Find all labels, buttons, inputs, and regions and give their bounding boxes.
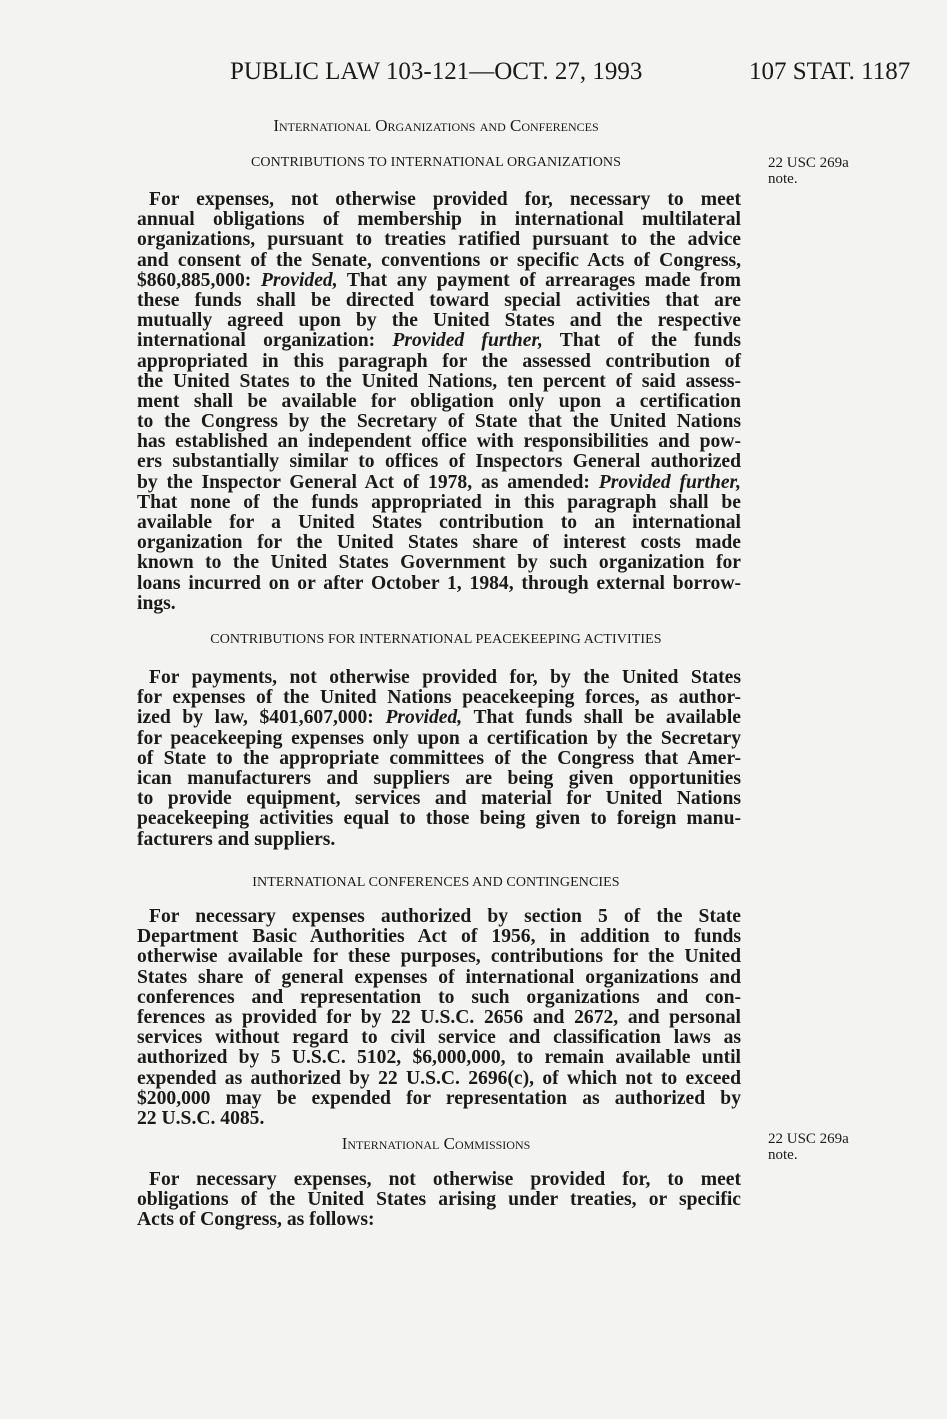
text-line xyxy=(137,352,741,372)
italic-phrase: Provided, xyxy=(260,269,338,291)
text-line xyxy=(137,907,741,927)
text-segment: services without regard to civil service and classification laws as xyxy=(137,1027,741,1049)
italic-phrase: Provided, xyxy=(385,707,463,729)
text-line xyxy=(137,533,741,553)
text-line xyxy=(137,553,741,573)
text-line xyxy=(137,1048,741,1068)
paragraph-contributions-organizations xyxy=(137,190,741,614)
text-segment: $860,885,000: xyxy=(137,269,261,291)
text-line xyxy=(137,513,741,533)
text-line xyxy=(137,749,741,769)
text-segment: ized by law, $401,607,000: xyxy=(137,707,386,729)
text-segment: for peacekeeping expenses only upon a certification by the Secretary xyxy=(137,727,741,749)
text-line xyxy=(137,809,741,829)
text-segment: ican manufacturers and suppliers are being given opportunities xyxy=(137,767,741,789)
text-segment: ings. xyxy=(137,592,176,614)
text-line xyxy=(137,473,741,493)
text-segment: the United States to the United Nations, ten percent of said assess- xyxy=(137,370,741,392)
text-line xyxy=(137,688,741,708)
text-segment: otherwise available for these purposes, contributions for the United xyxy=(137,946,741,968)
text-line xyxy=(137,729,741,749)
section-title-contributions-organizations: CONTRIBUTIONS TO INTERNATIONAL ORGANIZATIONS xyxy=(250,155,622,170)
text-segment: ment shall be available for obligation only upon a certification xyxy=(137,390,741,412)
text-line xyxy=(137,432,741,452)
text-line xyxy=(137,230,741,250)
text-line xyxy=(137,830,741,850)
italic-phrase: Provided further, xyxy=(392,330,543,352)
text-segment: authorized by 5 U.S.C. 5102, $6,000,000, to remain available until xyxy=(137,1047,741,1069)
text-segment: of State to the appropriate committees of the Congress that Amer- xyxy=(137,747,741,769)
text-segment: States share of general expenses of international organizations and xyxy=(137,966,741,988)
margin-note-citation: 22 USC 269a xyxy=(768,155,849,171)
text-segment: has established an independent office with responsibilities and pow- xyxy=(137,431,741,453)
text-line xyxy=(137,1170,741,1190)
text-segment: for expenses of the United Nations peacekeeping forces, as author- xyxy=(137,687,741,709)
margin-note-label: note. xyxy=(768,171,798,187)
paragraph-peacekeeping xyxy=(137,668,741,850)
text-line xyxy=(137,947,741,967)
paragraph-commissions xyxy=(137,1170,741,1231)
text-line xyxy=(137,769,741,789)
text-segment: by the Inspector General Act of 1978, as amended: xyxy=(137,471,599,493)
margin-note-2 xyxy=(768,1131,849,1163)
text-segment: Acts of Congress, as follows: xyxy=(137,1209,375,1231)
text-segment: Department Basic Authorities Act of 1956, in addition to funds xyxy=(137,926,741,948)
text-segment: That any payment of arrearages made from xyxy=(337,269,741,291)
text-line xyxy=(137,210,741,230)
text-line xyxy=(137,1089,741,1109)
text-line xyxy=(137,789,741,809)
text-segment: obligations of the United States arising under treaties, or specific xyxy=(137,1189,741,1211)
text-segment: organization for the United States share of interest costs made xyxy=(137,532,741,554)
text-segment: to the Congress by the Secretary of State that the United Nations xyxy=(137,411,741,433)
text-segment: to provide equipment, services and material for United Nations xyxy=(137,788,741,810)
margin-note-label: note. xyxy=(768,1147,798,1163)
section-title-commissions: International Commissions xyxy=(341,1134,531,1153)
text-segment: For expenses, not otherwise provided for, necessary to meet xyxy=(149,189,741,210)
text-segment: peacekeeping activities equal to those being given to foreign manu- xyxy=(137,808,741,830)
text-line xyxy=(137,1190,741,1210)
public-law-header: PUBLIC LAW 103-121—OCT. 27, 1993 xyxy=(230,58,643,85)
paragraph-conferences xyxy=(137,907,741,1129)
text-line xyxy=(137,708,741,728)
text-line xyxy=(137,291,741,311)
text-line xyxy=(137,1028,741,1048)
margin-note-citation: 22 USC 269a xyxy=(768,1131,849,1147)
text-segment: facturers and suppliers. xyxy=(137,828,336,850)
text-segment: For payments, not otherwise provided for, by the United States xyxy=(149,667,741,688)
text-line xyxy=(137,594,741,614)
text-line xyxy=(137,251,741,271)
text-line xyxy=(137,574,741,594)
text-segment: loans incurred on or after October 1, 1984, through external borrow- xyxy=(137,572,741,594)
text-segment: That of the funds xyxy=(542,330,742,352)
section-title-conferences: INTERNATIONAL CONFERENCES AND CONTINGENCIES xyxy=(252,875,620,890)
statute-page-number: 107 STAT. 1187 xyxy=(749,58,911,85)
text-line xyxy=(137,452,741,472)
italic-phrase: Provided further, xyxy=(598,471,741,493)
text-segment: conferences and representation to such organizations and con- xyxy=(137,986,741,1008)
text-segment: That funds shall be available xyxy=(462,707,741,729)
text-line xyxy=(137,271,741,291)
text-line xyxy=(137,668,741,688)
text-segment: mutually agreed upon by the United States and the respective xyxy=(137,310,741,332)
text-line xyxy=(137,311,741,331)
text-segment: $200,000 may be expended for representation as authorized by xyxy=(137,1087,741,1109)
text-segment: annual obligations of membership in international multilateral xyxy=(137,209,741,231)
text-segment: international organization: xyxy=(137,330,393,352)
section-title-peacekeeping: CONTRIBUTIONS FOR INTERNATIONAL PEACEKEEPING ACTIVITIES xyxy=(210,632,662,647)
text-segment: known to the United States Government by such organization for xyxy=(137,552,741,574)
text-segment: these funds shall be directed toward special activities that are xyxy=(137,289,741,311)
text-line xyxy=(137,372,741,392)
text-line xyxy=(137,1109,741,1129)
text-segment: expended as authorized by 22 U.S.C. 2696(c), of which not to exceed xyxy=(137,1067,741,1089)
text-segment: For necessary expenses authorized by section 5 of the State xyxy=(149,906,741,927)
text-line xyxy=(137,331,741,351)
text-line xyxy=(137,1069,741,1089)
text-segment: ers substantially similar to offices of Inspectors General authorized xyxy=(137,451,741,473)
text-line xyxy=(137,392,741,412)
text-segment: For necessary expenses, not otherwise provided for, to meet xyxy=(149,1169,741,1190)
text-line xyxy=(137,1008,741,1028)
text-segment: That none of the funds appropriated in this paragraph shall be xyxy=(137,491,741,513)
text-line xyxy=(137,412,741,432)
text-line xyxy=(137,968,741,988)
text-segment: available for a United States contribution to an international xyxy=(137,512,741,533)
text-line xyxy=(137,493,741,513)
text-segment: and consent of the Senate, conventions or specific Acts of Congress, xyxy=(137,249,741,271)
text-line xyxy=(137,190,741,210)
margin-note-1 xyxy=(768,155,849,187)
text-segment: organizations, pursuant to treaties ratified pursuant to the advice xyxy=(137,229,741,251)
text-line xyxy=(137,1210,741,1230)
chapter-heading: International Organizations and Conferences xyxy=(273,116,599,135)
text-line xyxy=(137,927,741,947)
text-segment: ferences as provided for by 22 U.S.C. 2656 and 2672, and personal xyxy=(137,1006,741,1028)
text-segment: appropriated in this paragraph for the assessed contribution of xyxy=(137,350,741,372)
text-line xyxy=(137,988,741,1008)
text-segment: 22 U.S.C. 4085. xyxy=(137,1107,265,1129)
